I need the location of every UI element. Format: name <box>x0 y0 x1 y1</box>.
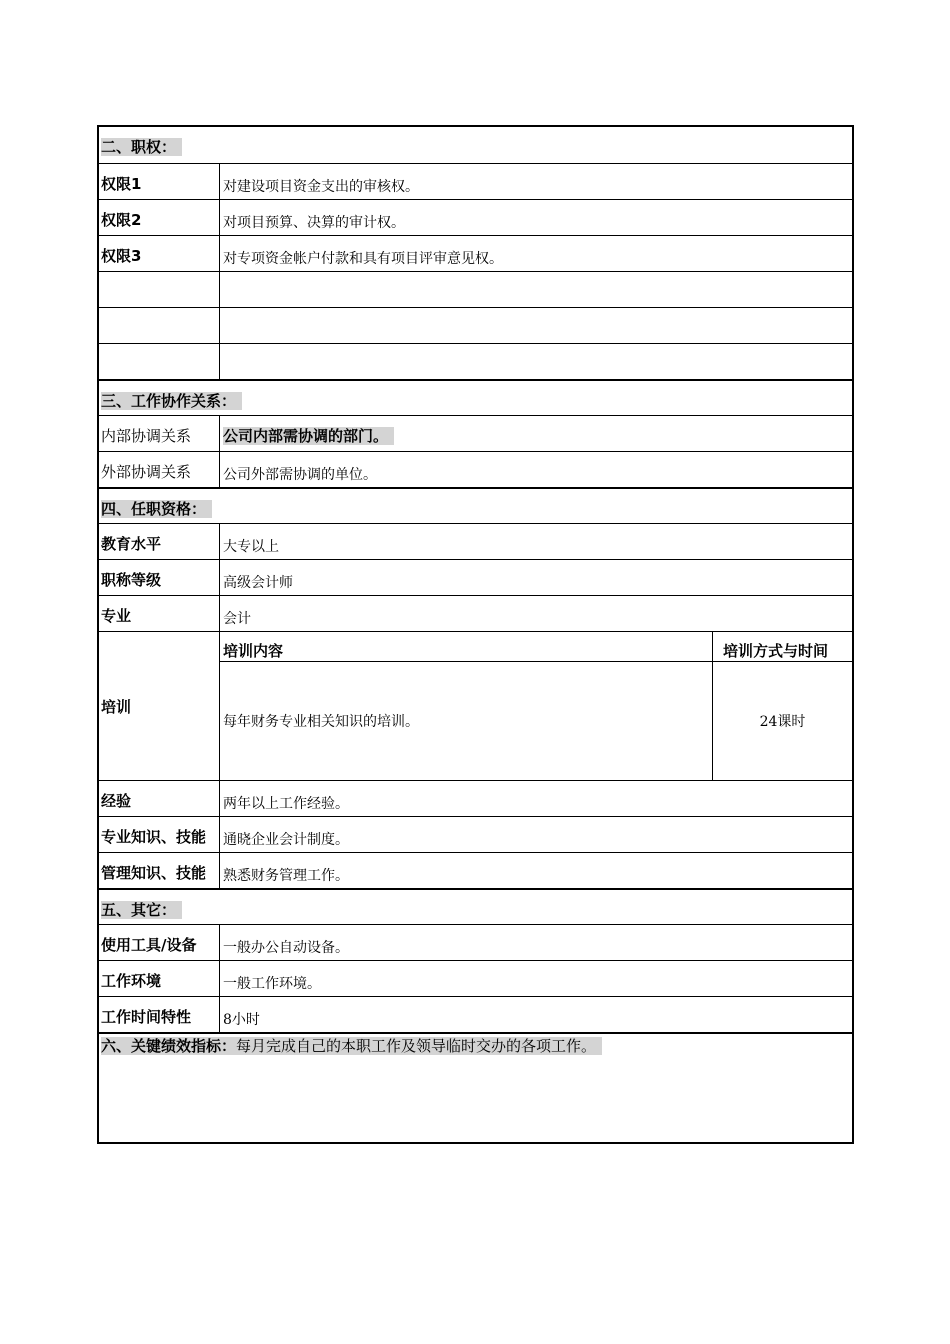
row-label: 权限1 <box>99 164 220 199</box>
row-label: 外部协调关系 <box>99 452 220 487</box>
row-value: 一般工作环境。 <box>223 976 321 992</box>
training-content: 每年财务专业相关知识的培训。 <box>220 662 713 780</box>
row-value <box>220 272 852 307</box>
section-title: 六、关键绩效指标： <box>101 1037 237 1055</box>
table-row-empty <box>99 307 852 343</box>
row-label <box>99 344 220 379</box>
row-label: 使用工具/设备 <box>99 925 220 960</box>
row-value <box>220 308 852 343</box>
row-value: 公司外部需协调的单位。 <box>223 467 377 483</box>
table-row <box>99 960 852 996</box>
row-label: 权限3 <box>99 236 220 271</box>
row-label: 工作环境 <box>99 961 220 996</box>
row-label: 管理知识、技能 <box>99 853 220 888</box>
table-row <box>99 199 852 235</box>
table-row <box>99 816 852 852</box>
section-header-qualifications <box>99 487 852 523</box>
training-row <box>99 631 852 780</box>
training-content-header: 培训内容 <box>220 632 713 661</box>
row-label: 培训 <box>99 632 220 780</box>
row-label: 专业知识、技能 <box>99 817 220 852</box>
job-description-table <box>97 125 854 1144</box>
table-row <box>99 163 852 199</box>
row-label: 教育水平 <box>99 524 220 559</box>
row-value <box>220 344 852 379</box>
section-title: 二、职权： <box>101 138 182 156</box>
table-row <box>99 924 852 960</box>
row-value: 8小时 <box>223 1012 260 1028</box>
row-label <box>99 308 220 343</box>
row-label <box>99 272 220 307</box>
table-row-empty <box>99 271 852 307</box>
row-value: 会计 <box>223 611 251 627</box>
table-row <box>99 595 852 631</box>
section-header-cooperation <box>99 379 852 415</box>
table-row <box>99 451 852 487</box>
table-row <box>99 523 852 559</box>
row-value: 公司内部需协调的部门。 <box>223 427 394 445</box>
row-value: 对项目预算、决算的审计权。 <box>223 215 405 231</box>
training-method-header: 培训方式与时间 <box>723 642 829 660</box>
table-row <box>99 415 852 451</box>
section-title: 四、任职资格： <box>101 500 212 518</box>
row-value: 一般办公自动设备。 <box>223 940 349 956</box>
section-title: 三、工作协作关系： <box>101 392 242 410</box>
table-row <box>99 559 852 595</box>
row-value: 熟悉财务管理工作。 <box>223 868 349 884</box>
row-value: 对专项资金帐户付款和具有项目评审意见权。 <box>223 251 503 267</box>
row-label: 工作时间特性 <box>99 997 220 1032</box>
row-value: 高级会计师 <box>223 575 293 591</box>
section-header-other <box>99 888 852 924</box>
row-label: 职称等级 <box>99 560 220 595</box>
table-row <box>99 780 852 816</box>
row-label: 专业 <box>99 596 220 631</box>
row-label: 经验 <box>99 781 220 816</box>
table-row <box>99 852 852 888</box>
row-value: 通晓企业会计制度。 <box>223 832 349 848</box>
row-value: 对建设项目资金支出的审核权。 <box>223 179 419 195</box>
row-value: 两年以上工作经验。 <box>223 796 349 812</box>
section-title: 五、其它： <box>101 901 182 919</box>
training-method: 24课时 <box>759 714 806 730</box>
row-value: 大专以上 <box>223 539 279 555</box>
row-label: 权限2 <box>99 200 220 235</box>
section-header-authority <box>99 127 852 163</box>
kpi-section <box>99 1032 852 1142</box>
kpi-value: 每月完成自己的本职工作及领导临时交办的各项工作。 <box>236 1037 597 1055</box>
row-label: 内部协调关系 <box>99 416 220 451</box>
table-row <box>99 235 852 271</box>
table-row-empty <box>99 343 852 379</box>
table-row <box>99 996 852 1032</box>
